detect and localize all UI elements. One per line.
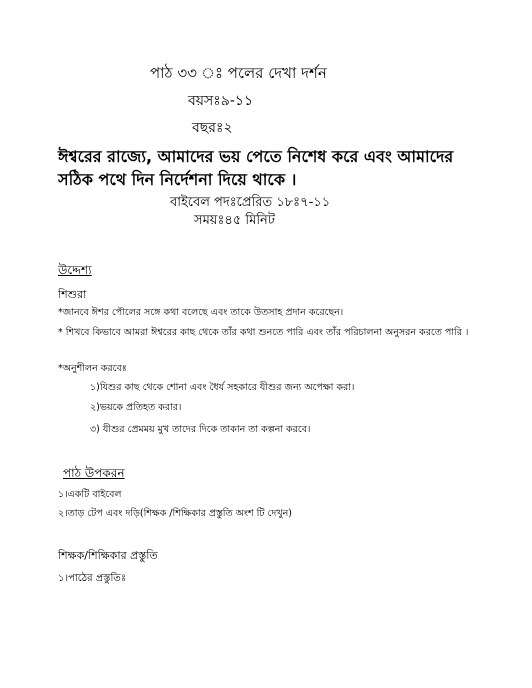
objective-item: * শিখবে কিভাবে আমরা ঈশ্বরের কাছ থেকে তাঁর কথা শুনতে পারি এবং তাঁর পরিচালনা অনুসরন করতে পারি । xyxy=(58,327,469,338)
teacher-prep-item: ১।পাঠের প্রস্তুতিঃ xyxy=(58,573,127,584)
practice-item: ১)যিশুর কাছ থেকে শোনা এবং ধৈর্য সহকারে যীশুর জন্য অপেক্ষা করা। xyxy=(90,382,355,393)
material-item: ২।তাড় টেপ এবং দড়ি(শিক্ষক /শিক্ষিকার প্রস্তুতি অংশ টি দেখুন) xyxy=(58,508,292,519)
bible-passage: বাইবেল পদঃপ্রেরিত ১৮ঃ৭-১১ xyxy=(170,195,331,210)
lesson-title: পাঠ ৩৩ ঃ পলের দেখা দর্শন xyxy=(150,64,327,82)
children-label: শিশুরা xyxy=(58,288,87,301)
practice-item: ৩) যীশুর প্রেমময় মুখ তাদের দিকে তাকান তা কল্পনা করবে। xyxy=(90,424,311,435)
lesson-duration: সময়ঃ৪৫ মিনিট xyxy=(194,213,275,228)
material-item: ১।একটি বাইবেল xyxy=(58,489,122,500)
objectives-heading: উদ্দেশ্য xyxy=(58,263,92,277)
objective-item: *জানবে ঈশর পৌলের সঙ্গে কথা বলেছে এবং তাকে উতসাহ প্রদান করেছেন। xyxy=(58,307,344,318)
practice-label: *অনুশীলন করবেঃ xyxy=(58,363,127,374)
teacher-prep-heading: শিক্ষক/শিক্ষিকার প্রস্তুতি xyxy=(58,549,158,562)
age-range: বয়সঃ৯-১১ xyxy=(188,93,254,109)
materials-heading: পাঠ উপকরন xyxy=(63,466,125,480)
practice-item: ২)ভয়কে প্রতিহত করার। xyxy=(90,402,182,413)
main-truth: ঈশ্বরের রাজ্যে, আমাদের ভয় পেতে নিশেধ করে এবং আমাদের সঠিক পথে দিন নির্দেশনা দিয়ে থাকে । xyxy=(58,147,454,189)
year-label: বছরঃ২ xyxy=(192,120,233,136)
